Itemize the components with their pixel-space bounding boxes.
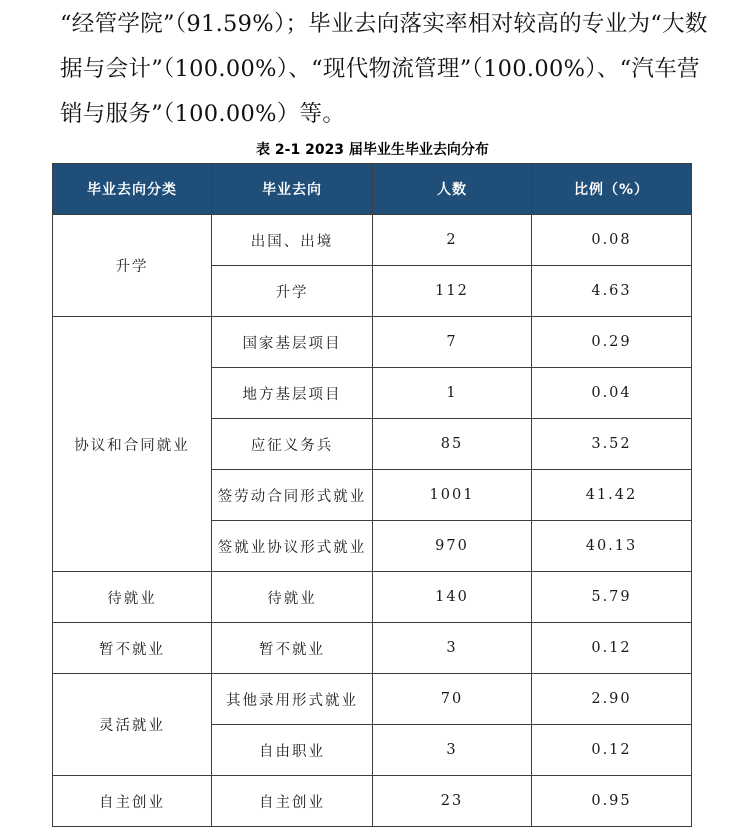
table-body [53,215,692,827]
count-cell: 23 [373,776,532,827]
table-row [53,572,692,623]
destination-cell: 签劳动合同形式就业 [212,470,373,521]
category-cell: 暂不就业 [53,623,212,674]
destination-cell: 出国、出境 [212,215,373,266]
category-cell: 灵活就业 [53,674,212,776]
paragraph-line-1: “经管学院”（91.59%）；毕业去向落实率相对较高的专业为“大数 [60,11,708,37]
header-category: 毕业去向分类 [53,164,212,215]
count-cell: 970 [373,521,532,572]
table-row [53,623,692,674]
destination-cell: 应征义务兵 [212,419,373,470]
destination-cell: 国家基层项目 [212,317,373,368]
paragraph-line-3: 销与服务”（100.00%）等。 [60,101,346,127]
destination-cell: 签就业协议形式就业 [212,521,373,572]
table-header-row [53,164,692,215]
count-cell: 3 [373,623,532,674]
count-cell: 112 [373,266,532,317]
table-row [53,776,692,827]
ratio-cell: 0.08 [532,215,692,266]
category-cell: 升学 [53,215,212,317]
destination-cell: 地方基层项目 [212,368,373,419]
count-cell: 1001 [373,470,532,521]
header-ratio: 比例（%） [532,164,692,215]
ratio-cell: 0.29 [532,317,692,368]
ratio-cell: 3.52 [532,419,692,470]
count-cell: 3 [373,725,532,776]
ratio-cell: 0.12 [532,623,692,674]
destination-cell: 自由职业 [212,725,373,776]
ratio-cell: 0.04 [532,368,692,419]
destination-cell: 暂不就业 [212,623,373,674]
destination-cell: 升学 [212,266,373,317]
table-row [53,674,692,725]
destination-cell: 其他录用形式就业 [212,674,373,725]
count-cell: 1 [373,368,532,419]
table-caption: 表 2-1 2023 届毕业生毕业去向分布 [256,142,489,158]
category-cell: 协议和合同就业 [53,317,212,572]
ratio-cell: 40.13 [532,521,692,572]
destination-table [52,163,692,827]
intro-paragraph [60,2,730,137]
header-destination: 毕业去向 [212,164,373,215]
ratio-cell: 4.63 [532,266,692,317]
ratio-cell: 0.95 [532,776,692,827]
ratio-cell: 41.42 [532,470,692,521]
category-cell: 待就业 [53,572,212,623]
count-cell: 85 [373,419,532,470]
ratio-cell: 2.90 [532,674,692,725]
header-count: 人数 [373,164,532,215]
count-cell: 140 [373,572,532,623]
count-cell: 7 [373,317,532,368]
count-cell: 2 [373,215,532,266]
table-row [53,317,692,368]
table-row [53,215,692,266]
category-cell: 自主创业 [53,776,212,827]
paragraph-line-2: 据与会计”（100.00%）、“现代物流管理”（100.00%）、“汽车营 [60,56,700,82]
ratio-cell: 0.12 [532,725,692,776]
destination-cell: 待就业 [212,572,373,623]
ratio-cell: 5.79 [532,572,692,623]
destination-cell: 自主创业 [212,776,373,827]
count-cell: 70 [373,674,532,725]
